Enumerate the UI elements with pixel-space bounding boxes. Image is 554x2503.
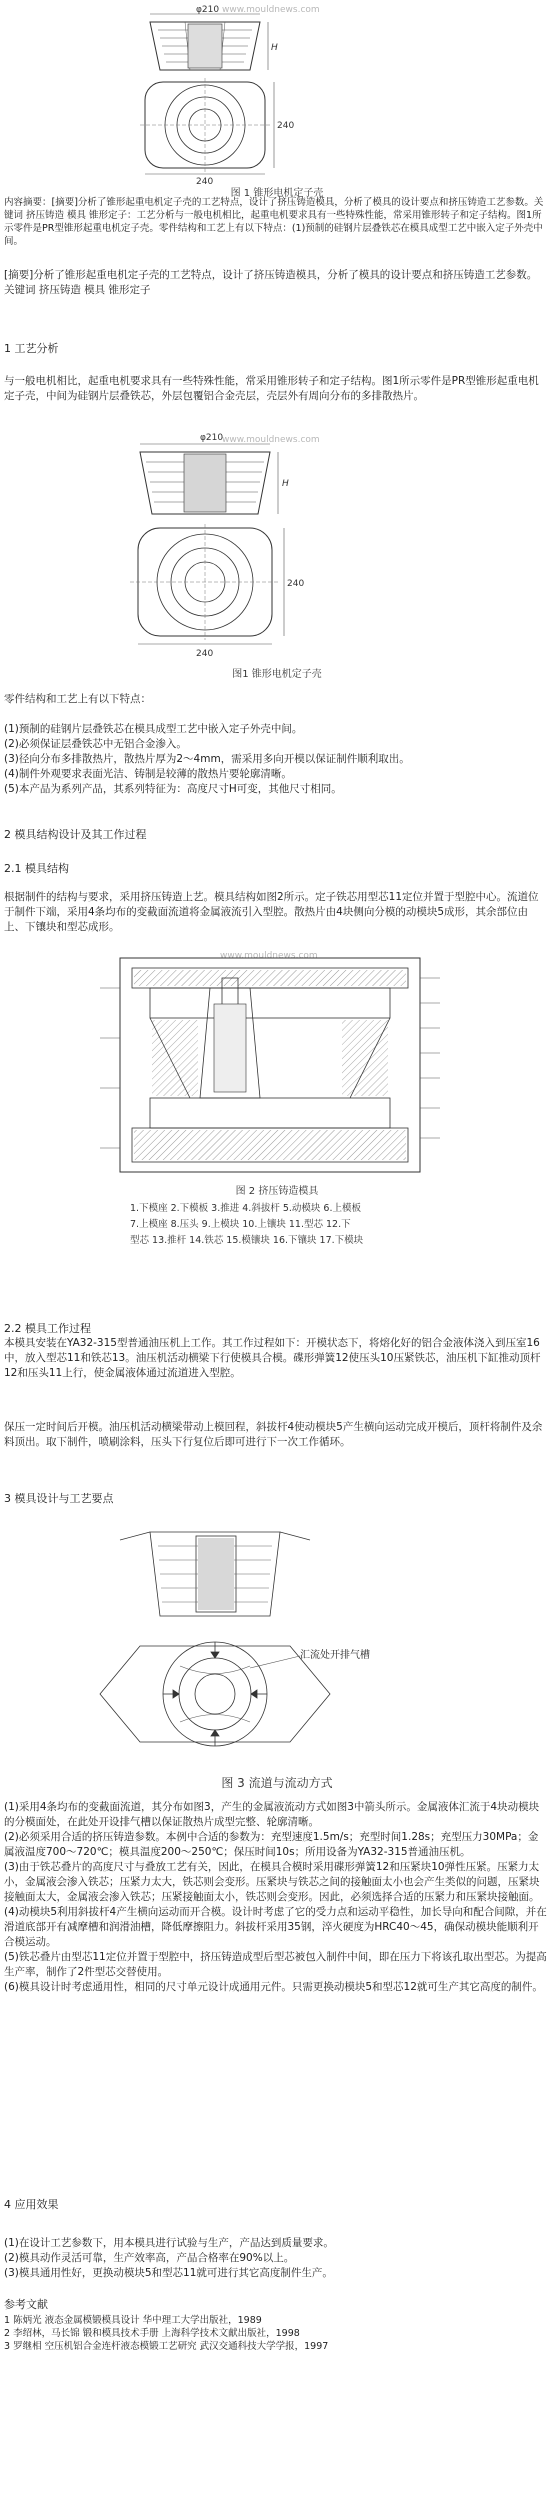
section-2-1-paragraph: 根据制件的结构与要求，采用挤压铸造上艺。模具结构如图2所示。定子铁芯用型芯11定位并置于型腔中心。流道位于制件下端，采用4条均布的变截面流道将金属液流引入型腔。散热片由4块侧向分模的动模块5成形，其余部位由上、下镶块和型芯成形。 [4, 891, 539, 933]
features-list [4, 722, 548, 797]
section-4-title: 4 应用效果 [4, 2198, 59, 2211]
watermark: www.mouldnews.com [222, 5, 320, 15]
reference-item: 2 李绍林，马长锦 锻和模具技术手册 上海科学技术文献出版社，1998 [4, 2328, 300, 2339]
reference-item: 3 罗继相 空压机铝合金连杆液态模锻工艺研究 武汉交通科技大学学报，1997 [4, 2341, 329, 2352]
figure-1-caption: 图1 锥形电机定子壳 [232, 669, 322, 680]
dimension-phi210: φ210 [196, 5, 220, 15]
features-intro: 零件结构和工艺上有以下特点： [4, 693, 151, 705]
section-2-2-title: 2.2 模具工作过程 [4, 1322, 91, 1335]
figure-2-caption: 图 2 挤压铸造模具 [235, 1186, 319, 1197]
figure-2-legend [0, 1201, 554, 1249]
list-item: (3)径向分布多排散热片，散热片厚为2～4mm，需采用多向开模以保证制件顺利取出。 [4, 753, 410, 765]
list-item: (3)由于铁芯叠片的高度尺寸与叠放工艺有关，因此，在模具合模时采用碟形弹簧12和压紧块10弹性压紧。压紧力太小，金属液会渗入铁芯；压紧力太大，铁芯则会变形。压紧块与铁芯之间的接触面太小也会产生类似的问题，压紧块接触面太大，金属液会渗入铁芯；压紧接触面太小，铁芯则会变形。因此，必须选择合适的压紧力和压紧块接触面。 [4, 1861, 540, 1903]
reference-item: 1 陈炳光 液态金属模锻模具设计 华中理工大学出版社，1989 [4, 2315, 262, 2326]
figure-1-caption-top: 图 1 锥形电机定子壳 [230, 188, 324, 199]
list-item: (3)模具通用性好，更换动模块5和型芯11就可进行其它高度制件生产。 [4, 2267, 333, 2279]
dimension-240-side: 240 [277, 121, 295, 131]
list-item: (4)制件外观要求表面光洁、铸制是较薄的散热片要轮廓清晰。 [4, 768, 292, 780]
section-2-2-paragraph-1: 本模具安装在YA32-315型普通油压机上工作。其工作过程如下：开模状态下，将熔化好的铝合金液体浇入到压室16中，放入型芯11和铁芯13。油压机活动横梁下行使模具合模。碟形弹簧12使压头10压紧铁芯，油压机下缸推动顶杆12和压头11上行，使金属液体通过流道进入型腔。 [4, 1337, 541, 1379]
list-item: (4)动模块5利用斜拔杆4产生横向运动而开合模。设计时考虑了它的受力点和运动平稳性，加长导向和配合间隙，并在滑道底部开有减摩槽和润滑油槽，降低摩擦阻力。斜拔杆采用35钢，淬火硬度为HRC40～45，确保动模块能顺利开合模运动。 [4, 1906, 547, 1948]
dimension-phi210: φ210 [200, 433, 224, 443]
dimension-240-bottom: 240 [196, 649, 214, 659]
list-item: (2)必须保证层叠铁芯中无铝合金渗入。 [4, 738, 187, 750]
dimension-h: H [271, 43, 278, 53]
dimension-h: H [282, 479, 289, 489]
watermark: www.mouldnews.com [220, 951, 318, 961]
list-item: (1)采用4条均布的变截面流道，其分布如图3，产生的金属液流动方式如图3中箭头所示。金属液体汇流于4块动模块的分模面处，在此处开设排气槽以保证散热片成型完整、轮廓清晰。 [4, 1801, 540, 1828]
list-item: (1)在设计工艺参数下，用本模具进行试验与生产，产品达到质量要求。 [4, 2237, 334, 2249]
references-title: 参考文献 [4, 2298, 48, 2311]
figure-3 [0, 1516, 554, 1791]
motor-housing-drawing [0, 428, 554, 663]
figure-3-caption: 图 3 流道与流动方式 [221, 1776, 333, 1790]
legend-line: 7.上模座 8.压头 9.上模块 10.上镶块 11.型芯 12.下 [130, 1219, 351, 1230]
squeeze-casting-die-drawing [0, 948, 554, 1180]
list-item: (2)必须采用合适的挤压铸造参数。本例中合适的参数为：充型速度1.5m/s；充型时间1.28s；充型压力30MPa；金属液温度700～720℃；模具温度200～250℃；保压时间10s；所用设备为YA32-315普通油压机。 [4, 1831, 539, 1858]
section-2-title: 2 模具结构设计及其工作过程 [4, 828, 147, 841]
references-list [4, 2314, 548, 2353]
figure-2 [0, 948, 554, 1249]
keywords: 关键词 挤压铸造 模具 锥形定子 [4, 284, 151, 296]
list-item: (5)本产品为系列产品，其系列特征为：高度尺寸H可变，其他尺寸相同。 [4, 783, 342, 795]
section-2-1-title: 2.1 模具结构 [4, 862, 69, 875]
legend-line: 型芯 13.推杆 14.铁芯 15.模镶块 16.下镶块 17.下模块 [130, 1235, 364, 1246]
runner-flow-diagram [0, 1516, 554, 1778]
watermark: www.mouldnews.com [222, 435, 320, 445]
legend-line: 1.下模座 2.下模板 3.推进 4.斜拔杆 5.动模块 6.上模板 [130, 1203, 361, 1214]
list-item: (6)模具设计时考虑通用性，相同的尺寸单元设计成通用元件。只需更换动模块5和型芯12就可生产其它高度的制件。 [4, 1981, 543, 1993]
dimension-240-bottom: 240 [196, 177, 214, 187]
section-4-list [4, 2236, 548, 2281]
list-item: (5)铁芯叠片由型芯11定位并置于型腔中，挤压铸造成型后型芯被包入制件中间，即在压力下将该孔取出型芯。为提高生产率，制作了2件型芯交替使用。 [4, 1951, 547, 1978]
vent-annotation: 汇流处开排气槽 [300, 1650, 370, 1661]
dimension-240-side: 240 [287, 579, 305, 589]
figure-1-top [0, 0, 554, 199]
section-2-2-paragraph-2: 保压一定时间后开模。油压机活动横梁带动上模回程，斜拔杆4使动模块5产生横向运动完成开模后，顶杆将制件及余料顶出。取下制件，喷刷涂料，压头下行复位后即可进行下一次工作循环。 [4, 1421, 543, 1448]
list-item: (1)预制的硅钢片层叠铁芯在模具成型工艺中嵌入定子外壳中间。 [4, 723, 303, 735]
summary-paragraph: 内容摘要：[摘要]分析了锥形起重电机定子壳的工艺特点，设计了挤压铸造模具，分析了模具的设计要点和挤压铸造工艺参数。关键词 挤压铸造 模具 锥形定子：工艺分析与一般电机相比，起重电机要求具有一些特殊性能，常采用锥形转子和定子结构。图1所示零件是PR型锥形起重电机定子壳。零件结构和工艺上有以下特点：(1)预制的硅钢片层叠铁芯在模具成型工艺中嵌入定子外壳中间。 [4, 197, 544, 247]
section-1-paragraph: 与一般电机相比，起重电机要求具有一些特殊性能，常采用锥形转子和定子结构。图1所示零件是PR型锥形起重电机定子壳，中间为硅钢片层叠铁芯，外层包覆铝合金壳层，壳层外有周向分布的多排散热片。 [4, 375, 539, 402]
design-points [4, 1800, 548, 1995]
list-item: (2)模具动作灵活可靠，生产效率高，产品合格率在90%以上。 [4, 2252, 295, 2264]
abstract-text: [摘要]分析了锥形起重电机定子壳的工艺特点，设计了挤压铸造模具，分析了模具的设计要点和挤压铸造工艺参数。 [4, 269, 538, 281]
abstract [4, 268, 548, 298]
section-1-title: 1 工艺分析 [4, 342, 59, 355]
figure-1-repeat [0, 428, 554, 680]
section-3-title: 3 模具设计与工艺要点 [4, 1492, 114, 1505]
motor-housing-drawing-top [0, 0, 554, 190]
